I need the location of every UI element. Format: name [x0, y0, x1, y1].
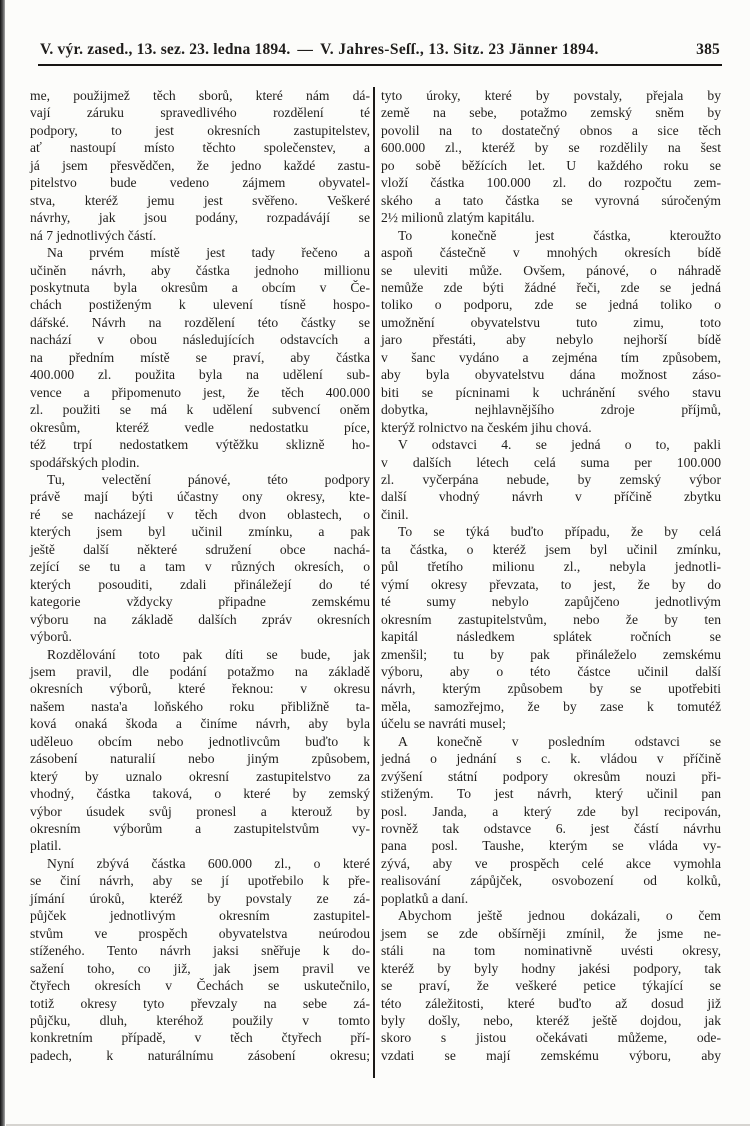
text-line: dářské. Návrh na rozdělení této částky se	[30, 314, 370, 330]
text-line: jedná o jednání s c. k. vládou v příčině	[381, 751, 721, 767]
text-line: 2½ milionů zlatým kapitálu.	[381, 210, 535, 226]
text-line: jsem pravil, dle podání potažmo na základě	[30, 663, 370, 679]
text-line: V odstavci 4. se jedná o to, pakli	[398, 437, 721, 453]
text-line: jímání úroků, kteréž by povstaly ze zá-	[30, 890, 370, 906]
text-line: jaro přestáti, aby nebylo nejhorší bídě	[381, 332, 721, 348]
text-line: padech, k naturálnímu zásobení okresu;	[30, 1047, 370, 1063]
text-line: uděleuo obcím nebo jednotlivcům buďto k	[30, 733, 370, 749]
content-columns	[30, 87, 721, 1078]
text-line: stíženého. Tento návrh jaksi sněřuje k do-	[30, 943, 370, 959]
text-line: platil.	[30, 838, 62, 854]
text-line: ať nastoupí místo těchto společenstev, a	[30, 140, 370, 156]
text-line: kterých posouditi, zdali přináležejí do té	[30, 576, 370, 592]
text-line: zásobení naturalií nebo jiným způsobem,	[30, 751, 370, 767]
text-line: činil.	[381, 506, 409, 522]
text-line: se praví, že veškeré petice týkající se	[381, 978, 721, 994]
text-line: Rozdělování toto pak díti se bude, jak	[47, 646, 370, 662]
text-line: povolil na to dostatečný obnos a sice těch	[381, 122, 721, 138]
text-line: tyto úroky, které by povstaly, přejala by	[381, 88, 721, 103]
text-line: me, použijmež těch sborů, které nám dá-	[30, 88, 370, 103]
text-line: vloží částka 100.000 zl. do rozpočtu zem-	[381, 175, 721, 191]
text-line: poskytnuta byla okresům a obcím v Če-	[30, 279, 370, 295]
text-line: Na prvém místě jest tady řečeno a	[47, 245, 370, 261]
text-line: poplatků a daní.	[381, 890, 469, 906]
text-line: stiženým. To jest návrh, který učinil pan	[381, 786, 721, 802]
text-line: chách postiženým k ulevení tísně hospo-	[30, 297, 370, 313]
text-line: výboru, aby o této částce učinil další	[381, 663, 721, 679]
header-rule	[38, 64, 722, 66]
text-line: půjček jednotlivým okresním zastupitel-	[30, 908, 370, 924]
text-line: To se týká buďto případu, že by celá	[398, 524, 721, 540]
text-line: stvům ve prospěch obyvatelstva neúrodou	[30, 925, 370, 941]
page-number: 385	[696, 41, 720, 58]
text-line: výmí okresy převzata, to jest, že by do	[381, 576, 721, 592]
session-title-german: V. Jahres-Seſſ., 13. Sitz. 23 Jänner 1894.	[320, 41, 599, 58]
text-line: 400.000 zl. použita byla na udělení sub-	[30, 367, 370, 383]
text-line: vají záruku spravedlivého rozdělení té	[30, 105, 370, 121]
text-line: A konečně v posledním odstavci se	[398, 733, 721, 749]
text-line: zývá, aby ve prospěch celé akce vymohla	[381, 855, 721, 871]
text-line: jsem se zde obšírněji zmínil, že jsme ne-	[381, 925, 721, 941]
text-line: té sumy nebylo zapůjčeno jednotlivým	[381, 594, 721, 610]
text-line: půl třetího milionu zl., nebyla jednotli-	[381, 559, 721, 575]
text-line: pitelstvo bude vedeno zájmem obyvatel-	[30, 175, 370, 191]
text-line: realisování zápůjček, osvobození od kolků,	[381, 873, 721, 889]
text-line: v dalších létech celá suma per 100.000	[381, 454, 721, 470]
text-line: ského a tato částka se vyrovná súročeným	[381, 192, 721, 208]
text-line: biti se pícninami k uchránění svého stavu	[381, 384, 721, 400]
text-line: čtyřech okresích v Čechách se uskutečnilo,	[30, 978, 370, 994]
separator-dash: —	[297, 41, 314, 58]
session-title-czech: V. výr. zased., 13. sez. 23. ledna 1894.	[40, 41, 291, 58]
text-line: umožnění obyvatelstvu tuto zimu, toto	[381, 314, 721, 330]
text-line: vzdati se mají zemskému výboru, aby	[381, 1047, 721, 1063]
text-line: půjčku, dluh, kteréhož použily v tomto	[30, 1013, 370, 1029]
text-line: ková onaká škoda a činíme návrh, aby byla	[30, 716, 370, 732]
text-line: návrhy, jak jsou podány, rozpadávájí se	[30, 210, 370, 226]
text-line: výbor úsudek svůj pronesl a kterouž by	[30, 803, 370, 819]
text-line: okresním výborům a zastupitelstvům vy-	[30, 821, 370, 837]
text-line: totiž okresy tyto převzaly na sebe zá-	[30, 995, 370, 1011]
text-line: na předním místě se praví, aby částka	[30, 349, 370, 365]
text-line: ještě další některé sdružení obce nachá-	[30, 541, 370, 557]
text-line: okresním zastupitelstvům, nebo že by ten	[381, 611, 721, 627]
text-line: posl. Janda, a který zde byl recipován,	[381, 803, 721, 819]
text-line: podpory, to jest okresních zastupitelstev,	[30, 122, 370, 138]
text-line: okresních výborů, které řeknou: v okresu	[30, 681, 370, 697]
text-line: Abychom ještě jednou dokázali, o čem	[398, 908, 721, 924]
text-line: se uleviti může. Ovšem, pánové, o náhradě	[381, 262, 721, 278]
text-line: rovněž tak odstavce 6. jest částí návrhu	[381, 821, 721, 837]
text-line: zl. použiti se má k udělení subvencí oněm	[30, 402, 370, 418]
text-line: stva, kteréž jemu jest svěřeno. Veškeré	[30, 192, 370, 208]
column-left	[30, 87, 373, 1078]
text-line: učiněn návrh, aby částka jednoho millionu	[30, 262, 370, 278]
text-line: vence a připomenuto jest, že těch 400.000	[30, 384, 370, 400]
text-line: sažení toho, co již, jak jsem pravil ve	[30, 960, 370, 976]
page-header	[40, 41, 722, 59]
text-line: aby byla obyvatelstvu dána možnost záso-	[381, 367, 721, 383]
text-line: právě mají býti účastny ony okresy, kte-	[30, 489, 370, 505]
text-line: zmenšil; tu by pak přináleželo zemskému	[381, 646, 721, 662]
text-line: Nyní zbývá částka 600.000 zl., o které	[47, 855, 370, 871]
text-line: nemůže zde býti žádné řeči, zde se jedná	[381, 279, 721, 295]
text-line: kapitál následkem splátek ročních se	[381, 629, 721, 645]
text-line: kteréž by byly hodny jakési podpory, tak	[381, 960, 721, 976]
text-line: další vhodný návrh v příčině zbytku	[381, 489, 721, 505]
text-line: ta částka, o kteréž jsem byl učinil zmínku,	[381, 541, 721, 557]
text-line: zl. vyčerpána nebude, by zemský výbor	[381, 471, 721, 487]
text-line: ná 7 jednotlivých částí.	[30, 227, 157, 243]
text-line: dobytka, nejhlavnějšího zdroje příjmů,	[381, 402, 721, 418]
text-line: který by uznalo okresní zastupitelstvo za	[30, 768, 370, 784]
text-line: kterých jsem byl učinil zmínku, a pak	[30, 524, 370, 540]
text-line: vhodný, částka taková, o které by zemský	[30, 786, 370, 802]
text-line: toliko o podporu, zde se jedná toliko o	[381, 297, 721, 313]
text-line: konkretním případě, v těch čtyřech pří-	[30, 1030, 370, 1046]
text-line: aspoň částečně v mnohých okresích bídě	[381, 245, 721, 261]
text-line: kategorie vždycky připadne zemskému	[30, 594, 370, 610]
text-line: našem nasta'a loňského roku přibližně ta-	[30, 698, 370, 714]
scan-left-edge-shadow	[0, 0, 5, 1126]
text-line: já jsem přesvědčen, že jedno každé zastu-	[30, 157, 370, 173]
text-line: ré se nacházejí v těch dvon oblastech, o	[30, 506, 370, 522]
text-line: kterýž rolnictvo na českém jihu chová.	[381, 419, 592, 435]
text-line: návrh, kterým způsobem by se upotřebiti	[381, 681, 721, 697]
text-line: účelu se navráti musel;	[381, 716, 506, 732]
text-line: zející se tu a tam v různých okresích, o	[30, 559, 370, 575]
text-line: též trpí nedostatkem výtěžku sklizně ho-	[30, 437, 370, 453]
text-line: skoro s jistou očekávati můžeme, ode-	[381, 1030, 721, 1046]
text-line: stáli na tom nominativně uvésti okresy,	[381, 943, 721, 959]
text-line: 600.000 zl., kteréž by se rozdělily na šest	[381, 140, 721, 156]
text-line: v šanc vydáno a zejména tím způsobem,	[381, 349, 721, 365]
text-line: To konečně jest částka, kteroužto	[398, 227, 721, 243]
text-line: této záležitosti, které buďto až dosud již	[381, 995, 721, 1011]
text-line: Tu, velectění pánové, této podpory	[47, 471, 370, 487]
text-line: pana posl. Taushe, kterým se vláda vy-	[381, 838, 721, 854]
text-line: zvýšení státní podpory okresům nouzi při-	[381, 768, 721, 784]
column-right	[375, 87, 721, 1078]
text-line: země na sebe, potažmo zemský sněm by	[381, 105, 721, 121]
text-line: byly došly, nebo, kteréž ještě dojdou, jak	[381, 1013, 721, 1029]
text-line: okresům, kteréž vedle nedostatku píce,	[30, 419, 370, 435]
text-line: výboru na základě dalších zpráv okresních	[30, 611, 370, 627]
text-line: výborů.	[30, 629, 72, 645]
text-line: spodářských plodin.	[30, 454, 140, 470]
text-line: nachází v obou následujících odstavcích a	[30, 332, 370, 348]
text-line: se činí návrh, aby se jí upotřebilo k pře-	[30, 873, 370, 889]
text-line: měla, samozřejmo, že by zase k tomutéž	[381, 698, 721, 714]
text-line: po sobě běžících let. U každého roku se	[381, 157, 721, 173]
